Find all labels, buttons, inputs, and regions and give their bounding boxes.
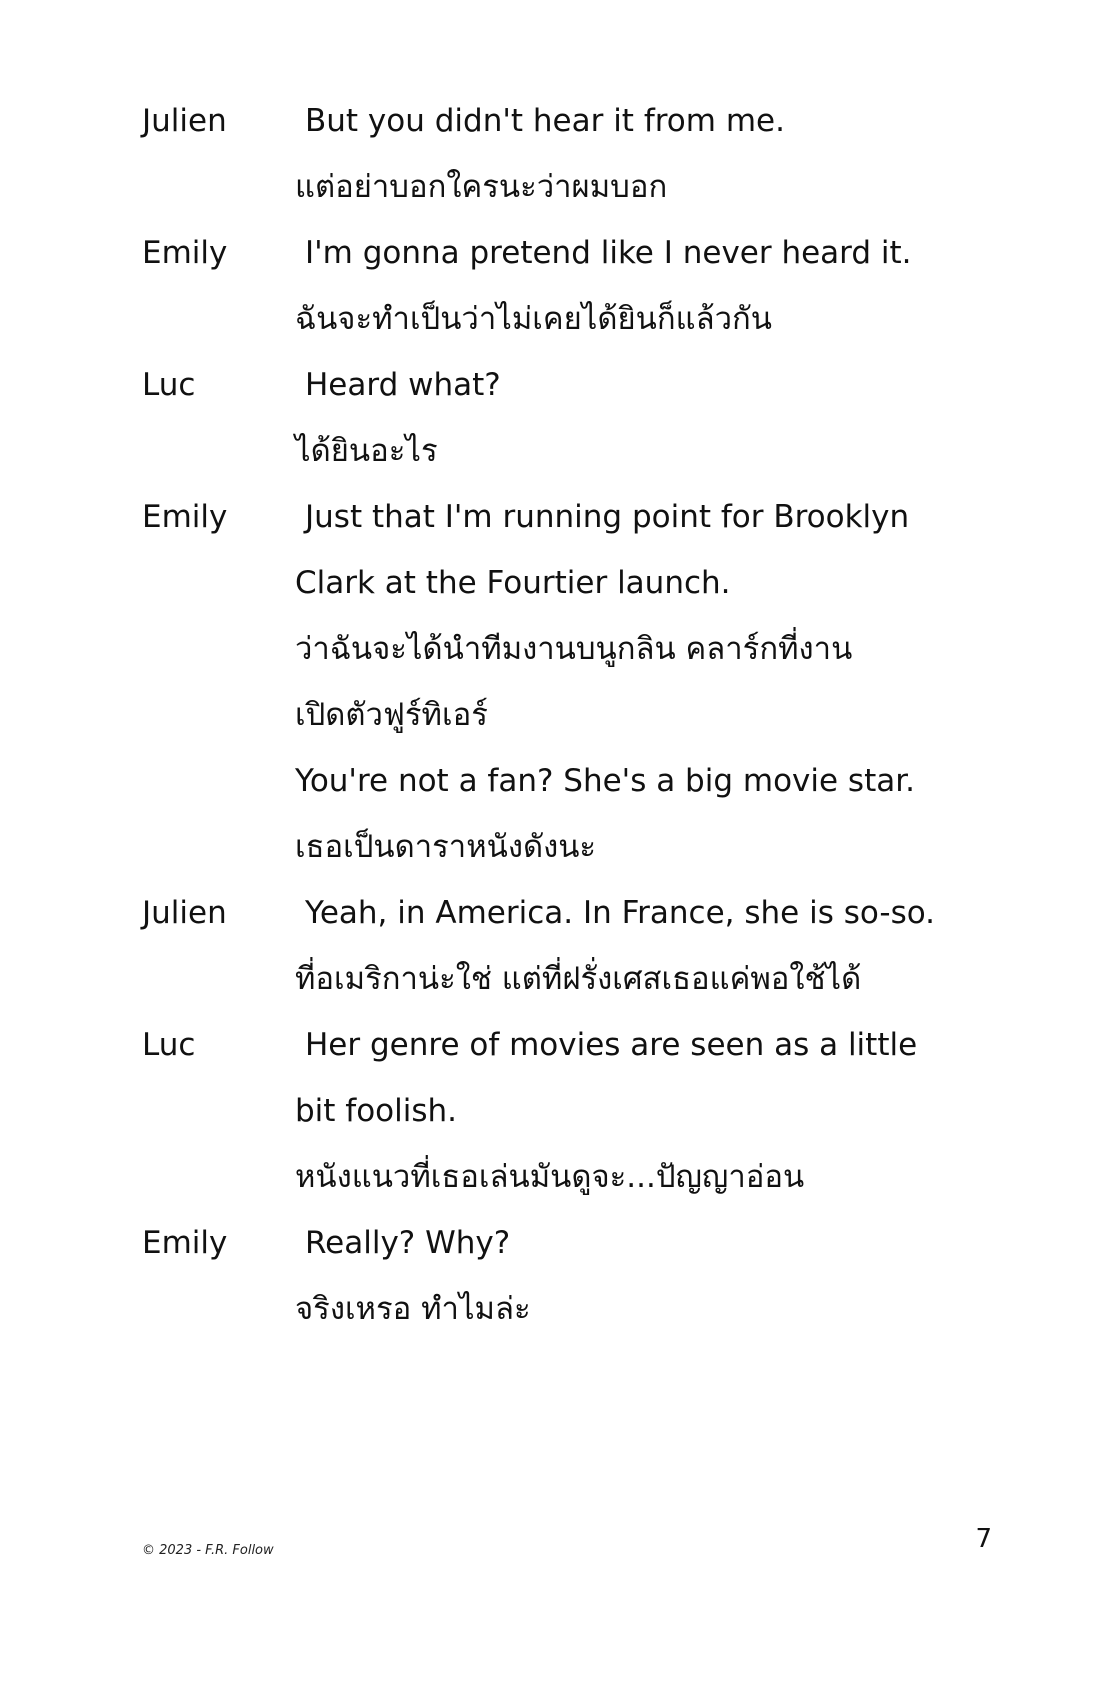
dialogue-line bbox=[0, 1210, 1100, 1276]
thai-line: หนังแนวที่เธอเล่นมันดูจะ...ปัญญาอ่อน bbox=[295, 1159, 805, 1195]
translation-line bbox=[0, 1276, 1100, 1342]
translation-line bbox=[0, 286, 1100, 352]
translation-line bbox=[0, 616, 1100, 682]
thai-line: ฉันจะทำเป็นว่าไม่เคยได้ยินก็แล้วกัน bbox=[295, 301, 772, 337]
script-body bbox=[0, 88, 1100, 1342]
english-line: You're not a fan? She's a big movie star. bbox=[295, 763, 915, 799]
translation-line bbox=[0, 418, 1100, 484]
english-line: bit foolish. bbox=[295, 1093, 458, 1129]
english-line: I'm gonna pretend like I never heard it. bbox=[305, 235, 912, 271]
dialogue-line-continued bbox=[0, 1078, 1100, 1144]
english-line: Yeah, in America. In France, she is so-so. bbox=[305, 895, 936, 931]
thai-line: เปิดตัวฟูร์ทิเอร์ bbox=[295, 697, 488, 733]
english-line: But you didn't hear it from me. bbox=[305, 103, 785, 139]
dialogue-line bbox=[0, 352, 1100, 418]
dialogue-line bbox=[0, 1012, 1100, 1078]
dialogue-line bbox=[0, 88, 1100, 154]
thai-line: เธอเป็นดาราหนังดังนะ bbox=[295, 829, 597, 865]
copyright-notice: © 2023 - F.R. Follow bbox=[142, 1543, 274, 1558]
english-line: Really? Why? bbox=[305, 1225, 511, 1261]
speaker-name: Emily bbox=[142, 1225, 228, 1261]
speaker-name: Julien bbox=[142, 895, 227, 931]
thai-line: จริงเหรอ ทำไมล่ะ bbox=[295, 1291, 531, 1327]
translation-line bbox=[0, 1144, 1100, 1210]
thai-line: แต่อย่าบอกใครนะว่าผมบอก bbox=[295, 169, 668, 205]
speaker-name: Luc bbox=[142, 367, 196, 403]
dialogue-line-continued bbox=[0, 550, 1100, 616]
translation-line-continued bbox=[0, 682, 1100, 748]
thai-line: ว่าฉันจะได้นำทีมงานบนูกลิน คลาร์กที่งาน bbox=[295, 631, 853, 667]
english-line: Just that I'm running point for Brooklyn bbox=[305, 499, 910, 535]
translation-line bbox=[0, 814, 1100, 880]
dialogue-line bbox=[0, 484, 1100, 550]
translation-line bbox=[0, 154, 1100, 220]
dialogue-line bbox=[0, 220, 1100, 286]
dialogue-line bbox=[0, 880, 1100, 946]
english-line: Her genre of movies are seen as a little bbox=[305, 1027, 918, 1063]
page-number: 7 bbox=[975, 1524, 992, 1554]
translation-line bbox=[0, 946, 1100, 1012]
english-line: Clark at the Fourtier launch. bbox=[295, 565, 731, 601]
thai-line: ที่อเมริกาน่ะใช่ แต่ที่ฝรั่งเศสเธอแค่พอใช้ได้ bbox=[295, 961, 862, 997]
speaker-name: Emily bbox=[142, 235, 228, 271]
thai-line: ได้ยินอะไร bbox=[295, 433, 438, 469]
english-line: Heard what? bbox=[305, 367, 501, 403]
speaker-name: Luc bbox=[142, 1027, 196, 1063]
speaker-name: Julien bbox=[142, 103, 227, 139]
dialogue-line-continued bbox=[0, 748, 1100, 814]
speaker-name: Emily bbox=[142, 499, 228, 535]
